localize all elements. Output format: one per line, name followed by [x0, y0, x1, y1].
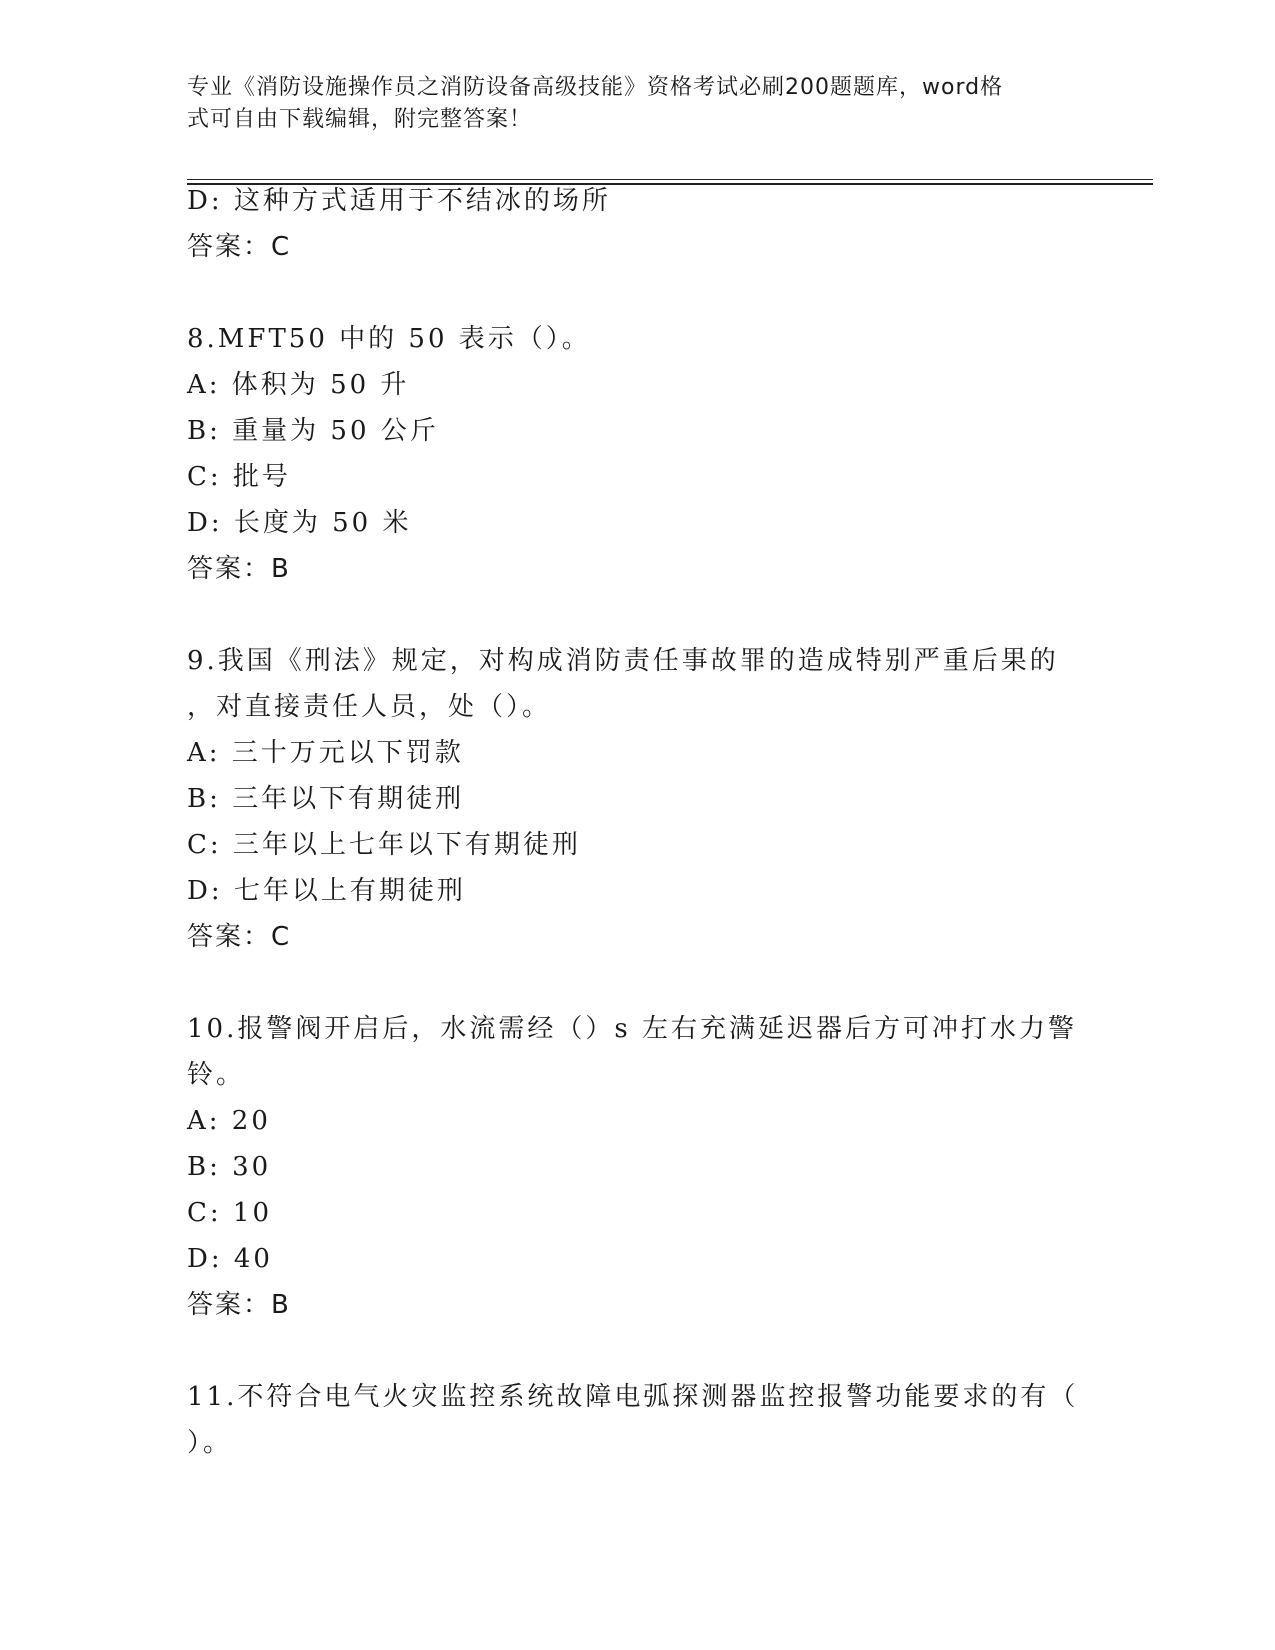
question-stem: 9.我国《刑法》规定，对构成消防责任事故罪的造成特别严重后果的: [187, 646, 1059, 676]
option-c: C: 10: [187, 1198, 273, 1228]
answer: 答案：B: [187, 1290, 291, 1320]
option-d: D: 七年以上有期徒刑: [187, 876, 466, 906]
prev-option-d: D: 这种方式适用于不结冰的场所: [187, 186, 611, 216]
question-stem: 11.不符合电气火灾监控系统故障电弧探测器监控报警功能要求的有（: [187, 1382, 1079, 1412]
question-9: [187, 638, 1087, 960]
question-stem-cont: 铃。: [187, 1060, 246, 1090]
option-a: A: 20: [187, 1106, 271, 1136]
option-b: B: 三年以下有期徒刑: [187, 784, 465, 814]
option-d: D: 40: [187, 1244, 273, 1274]
option-b: B: 30: [187, 1152, 272, 1182]
question-8: [187, 316, 1087, 592]
option-b: B: 重量为 50 公斤: [187, 416, 439, 446]
intro-line-1: 专业《消防设施操作员之消防设备高级技能》资格考试必刷200题题库，word格: [187, 75, 1004, 100]
document-intro: [187, 72, 1087, 136]
question-11: [187, 1374, 1087, 1466]
option-c: C: 三年以上七年以下有期徒刑: [187, 830, 581, 860]
prev-answer: 答案：C: [187, 232, 292, 262]
question-stem-cont: ）。: [187, 1428, 233, 1458]
question-stem: 10.报警阀开启后，水流需经（）s 左右充满延迟器后方可冲打水力警: [187, 1014, 1077, 1044]
option-a: A: 三十万元以下罚款: [187, 738, 464, 768]
question-stem: 8.MFT50 中的 50 表示（）。: [187, 324, 591, 354]
question-10: [187, 1006, 1087, 1328]
question-stem-cont: ，对直接责任人员，处（）。: [187, 692, 552, 722]
option-c: C: 批号: [187, 462, 291, 492]
option-d: D: 长度为 50 米: [187, 508, 412, 538]
question-list: [187, 178, 1087, 1466]
answer: 答案：C: [187, 922, 292, 952]
intro-line-2: 式可自由下载编辑，附完整答案！: [187, 107, 533, 132]
option-a: A: 体积为 50 升: [187, 370, 410, 400]
answer: 答案：B: [187, 554, 291, 584]
